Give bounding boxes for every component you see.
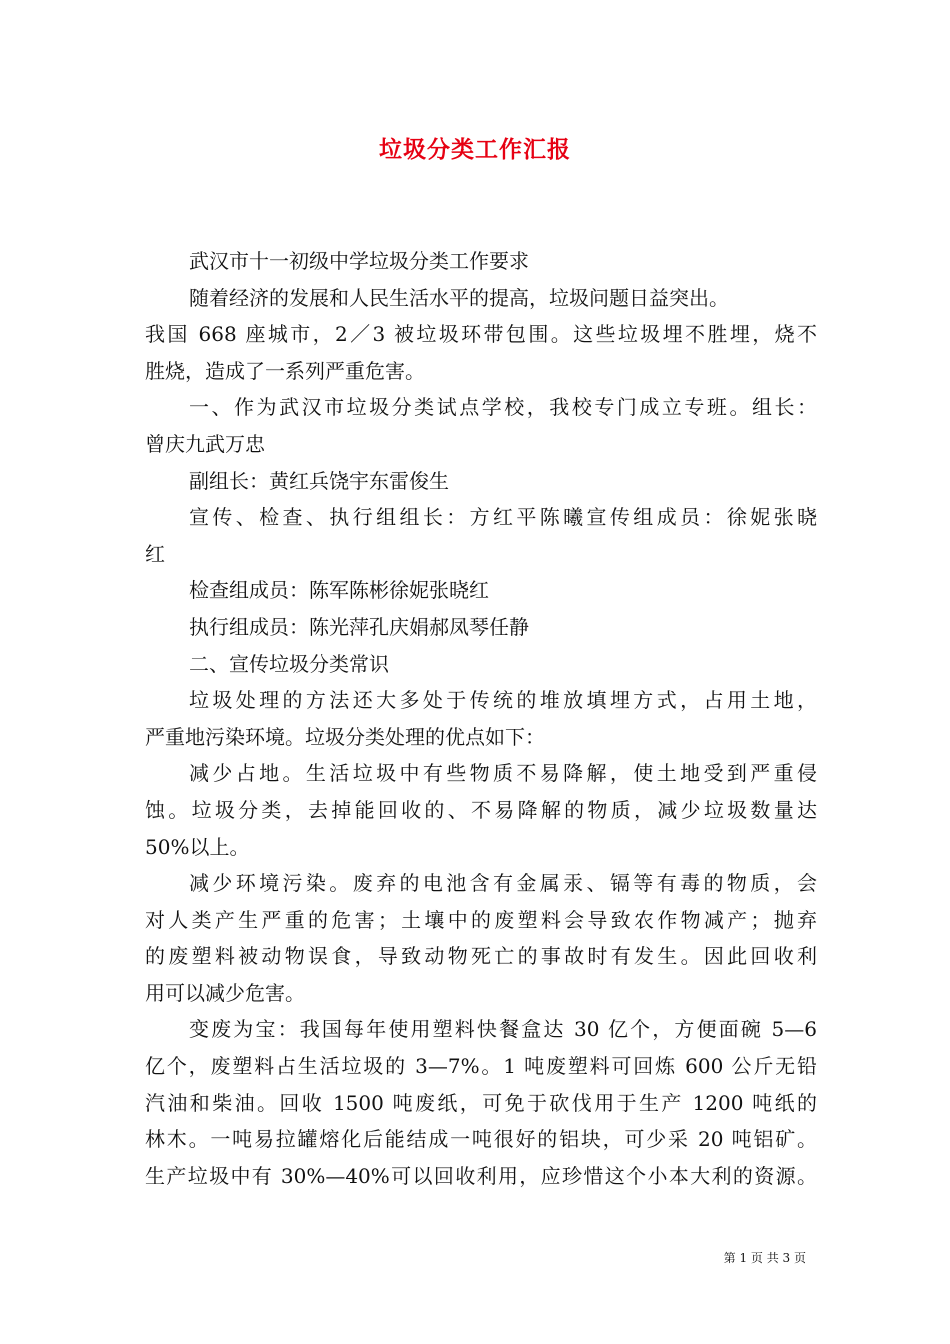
page-number: 第 1 页 共 3 页	[723, 1251, 806, 1265]
paragraph-line: 一、作为武汉市垃圾分类试点学校，我校专门成立专班。组长：	[189, 395, 817, 420]
paragraph-line: 用可以减少危害。	[145, 980, 305, 1005]
paragraph-line: 50%以上。	[145, 834, 250, 859]
paragraph-line: 红	[145, 541, 165, 566]
paragraph-line: 我国 668 座城市，2／3 被垃圾环带包围。这些垃圾埋不胜埋，烧不	[145, 322, 817, 347]
paragraph-line: 林木。一吨易拉罐熔化后能结成一吨很好的铝块，可少采 20 吨铝矿。	[145, 1127, 817, 1152]
paragraph-line: 二、宣传垃圾分类常识	[189, 651, 389, 676]
paragraph-line: 检查组成员：陈军陈彬徐妮张晓红	[189, 578, 489, 603]
paragraph-line: 垃圾处理的方法还大多处于传统的堆放填埋方式，占用土地，	[189, 688, 817, 713]
paragraph-line: 曾庆九武万忠	[145, 431, 265, 456]
paragraph-line: 的废塑料被动物误食，导致动物死亡的事故时有发生。因此回收利	[145, 944, 817, 969]
paragraph-line: 亿个，废塑料占生活垃圾的 3—7%。1 吨废塑料可回炼 600 公斤无铅	[145, 1054, 817, 1079]
paragraph-line: 生产垃圾中有 30%—40%可以回收利用，应珍惜这个小本大利的资源。	[145, 1163, 817, 1188]
paragraph-line: 执行组成员：陈光萍孔庆娟郝凤琴任静	[189, 614, 529, 639]
paragraph-line: 严重地污染环境。垃圾分类处理的优点如下：	[145, 724, 545, 749]
paragraph-line: 汽油和柴油。回收 1500 吨废纸，可免于砍伐用于生产 1200 吨纸的	[145, 1090, 817, 1115]
paragraph-line: 变废为宝：我国每年使用塑料快餐盒达 30 亿个，方便面碗 5—6	[189, 1017, 817, 1042]
paragraph-line: 胜烧，造成了一系列严重危害。	[145, 358, 425, 383]
paragraph-line: 减少环境污染。废弃的电池含有金属汞、镉等有毒的物质，会	[189, 871, 817, 896]
paragraph-line: 副组长：黄红兵饶宇东雷俊生	[189, 468, 449, 493]
paragraph-line: 宣传、检查、执行组组长：方红平陈曦宣传组成员：徐妮张晓	[189, 505, 817, 530]
paragraph-line: 随着经济的发展和人民生活水平的提高，垃圾问题日益突出。	[189, 285, 729, 310]
document-title: 垃圾分类工作汇报	[379, 136, 571, 163]
paragraph-line: 蚀。垃圾分类，去掉能回收的、不易降解的物质，减少垃圾数量达	[145, 797, 817, 822]
document-body	[145, 243, 817, 1194]
paragraph-line: 减少占地。生活垃圾中有些物质不易降解，使土地受到严重侵	[189, 761, 817, 786]
paragraph-line: 对人类产生严重的危害；土壤中的废塑料会导致农作物减产；抛弃	[145, 907, 817, 932]
paragraph-line: 武汉市十一初级中学垃圾分类工作要求	[189, 249, 529, 273]
